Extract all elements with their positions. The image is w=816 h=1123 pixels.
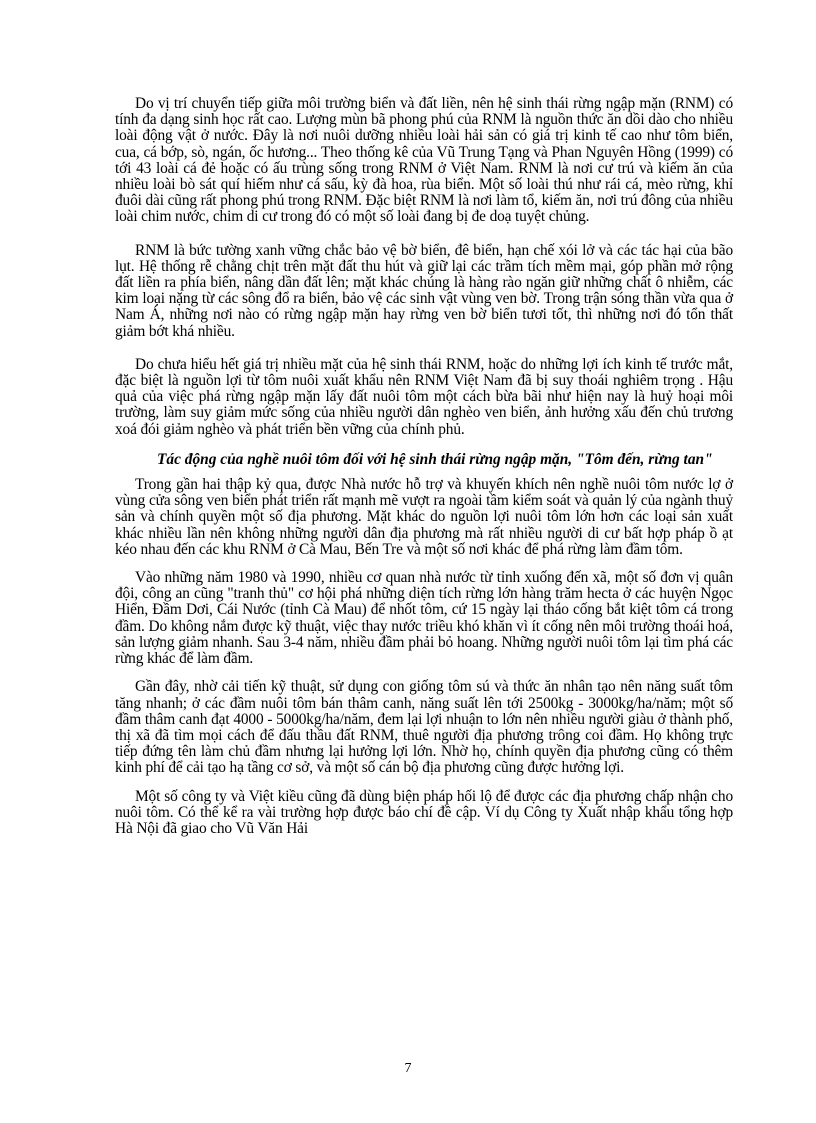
paragraph-recent-intensification: Gần đây, nhờ cải tiến kỹ thuật, sử dụng con giống tôm sú và thức ăn nhân tạo nên năng suất tôm tăng nhanh; ở các đầm nuôi tôm bán thâm canh, năng suất lên tới 2500kg - 3000kg/ha/năm; một số đầm thâm canh đạt 4000 - 5000kg/ha/năm, đem lại lợi nhuận to lớn nên nhiều người giàu ở thành phố, thị xã đã tìm mọi cách để đấu thầu đất RNM, thuê người địa phương trông coi đầm. Họ không trực tiếp đứng tên làm chủ đầm nhưng lại hưởng lợi lớn. Nhờ họ, chính quyền địa phương cũng có thêm kinh phí để cải tạo hạ tầng cơ sở, và một số cán bộ địa phương cũng được hưởng lợi.: [115, 678, 733, 777]
paragraph-coastal-protection: RNM là bức tường xanh vững chắc bảo vệ bờ biển, đê biển, hạn chế xói lở và các tác hại của bão lụt. Hệ thống rễ chằng chịt trên mặt đất thu hút và giữ lại các trầm tích mềm mại, góp phần mở rộng đất liền ra phía biển, nâng dần đất lên; mặt khác chúng là hàng rào ngăn giữ những chất ô nhiễm, các kim loại nặng từ các sông đổ ra biển, bảo vệ các sinh vật vùng ven bờ. Trong trận sóng thần vừa qua ở Nam Á, những nơi nào có rừng ngập mặn hay rừng ven bờ biển tươi tốt, thì những nơi đó tổn thất giảm bớt khá nhiều.: [115, 241, 733, 340]
paragraph-shrimp-farming-growth: Trong gần hai thập kỷ qua, được Nhà nước hỗ trợ và khuyến khích nên nghề nuôi tôm nước lợ ở vùng cửa sông ven biển phát triển rất mạnh mẽ vượt ra ngoài tầm kiểm soát và quản lý của ngành thuỷ sản và chính quyền một số địa phương. Mặt khác do nguồn lợi nuôi tôm lớn hơn các loại sản xuất khác nhiều lần nên không những người dân địa phương mà rất nhiều người di cư bất hợp pháp ồ ạt kéo nhau đến các khu RNM ở Cà Mau, Bến Tre và một số nơi khác để phá rừng làm đầm tôm.: [115, 476, 733, 558]
paragraph-1980s-1990s: Vào những năm 1980 và 1990, nhiều cơ quan nhà nước từ tỉnh xuống đến xã, một số đơn vị quân đội, công an cũng "tranh thủ" cơ hội phá những diện tích rừng lớn hàng trăm hecta ở các huyện Ngọc Hiển, Đầm Dơi, Cái Nước (tỉnh Cà Mau) để nhốt tôm, cứ 15 ngày lại tháo cống bắt kiệt tôm cá trong đầm. Do không nắm được kỹ thuật, việc thay nước triều khó khăn vì ít cống nên môi trường thoái hoá, sản lượng giảm nhanh. Sau 3-4 năm, nhiều đầm phải bỏ hoang. Những người nuôi tôm lại tìm phá các rừng khác để làm đầm.: [115, 569, 733, 668]
paragraph-companies-bribery: Một số công ty và Việt kiều cũng đã dùng biện pháp hối lộ để được các địa phương chấp nhận cho nuôi tôm. Có thể kể ra vài trường hợp được báo chí đề cập. Ví dụ Công ty Xuất nhập khẩu tổng hợp Hà Nội đã giao cho Vũ Văn Hải: [115, 787, 733, 837]
section-heading: Tác động của nghề nuôi tôm đối với hệ sinh thái rừng ngập mặn, "Tôm đến, rừng tan": [157, 450, 713, 468]
page-number: 7: [404, 1061, 412, 1076]
document-body: [115, 96, 733, 837]
paragraph-degradation: Do chưa hiểu hết giá trị nhiều mặt của hệ sinh thái RNM, hoặc do những lợi ích kinh tế trước mắt, đặc biệt là nguồn lợi từ tôm nuôi xuất khẩu nên RNM Việt Nam đã bị suy thoái nghiêm trọng . Hậu quả của việc phá rừng ngập mặn lấy đất nuôi tôm một cách bừa bãi như hiện nay là huỷ hoại môi trường, làm suy giảm mức sống của nhiều người dân nghèo ven biển, ảnh hưởng xấu đến chủ trương xoá đói giảm nghèo và phát triển bền vững của chính phủ.: [115, 355, 733, 438]
paragraph-biodiversity: Do vị trí chuyển tiếp giữa môi trường biển và đất liền, nên hệ sinh thái rừng ngập mặn (RNM) có tính đa dạng sinh học rất cao. Lượng mùn bã phong phú của RNM là nguồn thức ăn dồi dào cho nhiều loài động vật ở nước. Đây là nơi nuôi dưỡng nhiều loài hải sản có giá trị kinh tế cao như tôm biển, cua, cá bớp, sò, ngán, ốc hương... Theo thống kê của Vũ Trung Tạng và Phan Nguyên Hồng (1999) có tới 43 loài cá đẻ hoặc có ấu trùng sống trong RNM ở Việt Nam. RNM là nơi cư trú và kiếm ăn của nhiều loài bò sát quí hiếm như cá sấu, kỳ đà hoa, rùa biển. Một số loài thú như rái cá, mèo rừng, khỉ đuôi dài cũng rất phong phú trong RNM. Đặc biệt RNM là nơi làm tổ, kiếm ăn, nơi trú đông của nhiều loài chim nước, chim di cư trong đó có một số loài đang bị đe doạ tuyệt chủng.: [115, 95, 733, 226]
